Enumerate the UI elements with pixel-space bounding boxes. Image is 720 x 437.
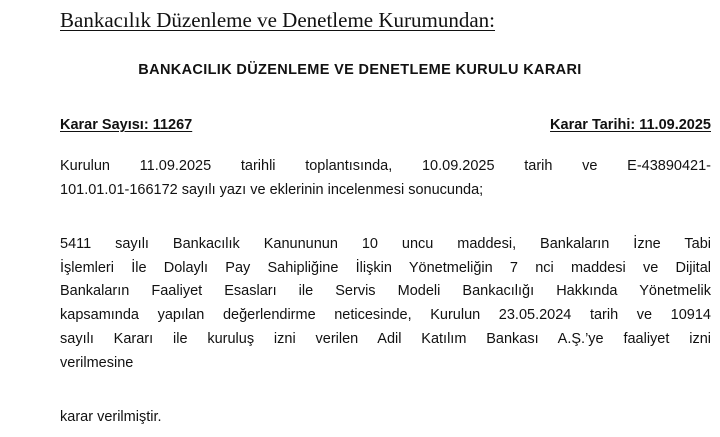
decision-number: Karar Sayısı: 11267 bbox=[60, 117, 193, 133]
paragraph-decision-basis bbox=[60, 233, 711, 375]
paragraph-line: 5411 sayılı Bankacılık Kanununun 10 uncu maddesi, Bankaların İzne Tabi bbox=[60, 236, 711, 252]
paragraph-line: Bankaların Faaliyet Esasları ile Servis Modeli Bankacılığı Hakkında Yönetmelik bbox=[60, 283, 711, 300]
issuing-authority-header: Bankacılık Düzenleme ve Denetleme Kurumundan: bbox=[60, 8, 496, 32]
paragraph-conclusion bbox=[60, 406, 711, 430]
document-title: BANKACILIK DÜZENLEME VE DENETLEME KURULU KARARI bbox=[138, 62, 582, 78]
paragraph-line: Kurulun 11.09.2025 tarihli toplantısında, 10.09.2025 tarih ve E-43890421- bbox=[60, 158, 711, 174]
paragraph-line: verilmesine bbox=[60, 354, 134, 371]
decision-meta-row bbox=[60, 117, 711, 133]
paragraph-line: karar verilmiştir. bbox=[60, 409, 162, 425]
paragraph-meeting-reference bbox=[60, 155, 711, 202]
decision-date: Karar Tarihi: 11.09.2025 bbox=[550, 117, 711, 133]
paragraph-line: kapsamında yapılan değerlendirme neticesinde, Kurulun 23.05.2024 tarih ve 10914 bbox=[60, 307, 711, 324]
paragraph-line: 101.01.01-166172 sayılı yazı ve eklerinin incelenmesi sonucunda; bbox=[60, 181, 484, 198]
paragraph-line: sayılı Kararı ile kuruluş izni verilen Adil Katılım Bankası A.Ş.’ye faaliyet izni bbox=[60, 330, 711, 347]
paragraph-line: İşlemleri İle Dolaylı Pay Sahipliğine İlişkin Yönetmeliğin 7 nci maddesi ve Dijital bbox=[60, 259, 711, 276]
